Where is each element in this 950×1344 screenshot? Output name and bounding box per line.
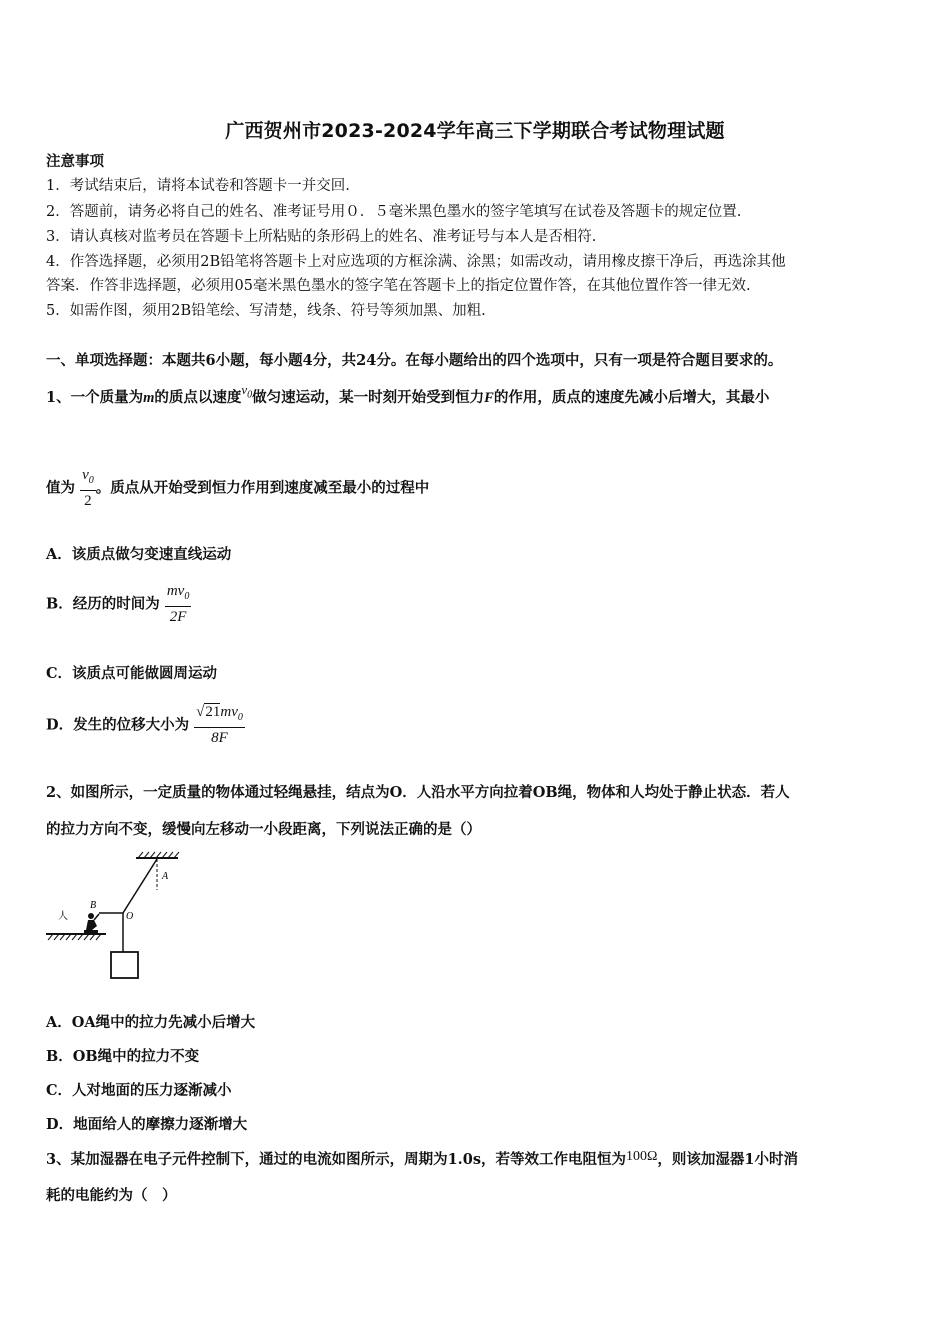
q1-option-d: D．发生的位移大小为 $\frac{√21mv_0}{8F}$ xyxy=(46,704,243,746)
notice-heading: 注意事项 xyxy=(46,153,104,170)
notice-item: 答案．作答非选择题，必须用05毫米黑色墨水的签字笔在答题卡上的指定位置作答，在其他位置作答一律无效. xyxy=(46,278,751,294)
v0-symbol: $v_0$ xyxy=(241,382,253,401)
label-person: 人 xyxy=(58,911,68,922)
label-b: B xyxy=(90,900,97,911)
notice-item: 5．如需作图，须用2B铅笔绘、写清楚，线条、符号等须加黑、加粗. xyxy=(46,303,486,319)
q1-stem-line2: 值为 $\frac{v_0}{2}$ 。质点从开始受到恒力作用到速度减至最小的过程中 xyxy=(46,467,430,509)
q1-stem-line1: 1、一个质量为m的质点以速度$v_0$做匀速运动，某一时刻开始受到恒力F的作用，质点的速度先减小后增大，其最小 xyxy=(46,382,770,406)
label-o: O xyxy=(126,911,134,922)
rope-diagram xyxy=(44,850,184,985)
label-a: A xyxy=(162,871,169,882)
resistance-value: 100Ω xyxy=(625,1149,658,1164)
notice-item: 1．考试结束后，请将本试卷和答题卡一并交回. xyxy=(46,178,350,194)
q2-option-c: C．人对地面的压力逐渐减小 xyxy=(46,1082,232,1099)
q2-option-b: B．OB绳中的拉力不变 xyxy=(46,1048,200,1065)
fraction-v0-over-2: $\frac{v_0}{2}$ xyxy=(82,467,94,509)
q2-option-a: A．OA绳中的拉力先减小后增大 xyxy=(46,1014,256,1031)
page-title: 广西贺州市2023-2024学年高三下学期联合考试物理试题 xyxy=(225,120,725,142)
notice-item: 2．答题前，请务必将自己的姓名、准考证号用０．５毫米黑色墨水的签字笔填写在试卷及答题卡的规定位置. xyxy=(46,204,742,220)
q1-option-c: C．该质点可能做圆周运动 xyxy=(46,665,218,682)
q2-stem-line1: 2、如图所示，一定质量的物体通过轻绳悬挂，结点为O．人沿水平方向拉着OB绳，物体和人均处于静止状态．若人 xyxy=(46,784,790,801)
q1-option-a: A．该质点做匀变速直线运动 xyxy=(46,546,232,563)
section-heading: 一、单项选择题：本题共6小题，每小题4分，共24分。在每小题给出的四个选项中，只有一项是符合题目要求的。 xyxy=(46,352,783,369)
notice-item: 3．请认真核对监考员在答题卡上所粘贴的条形码上的姓名、准考证号与本人是否相符. xyxy=(46,229,597,245)
q3-stem-line2: 耗的电能约为（ ） xyxy=(46,1187,177,1204)
q2-stem-line2: 的拉力方向不变，缓慢向左移动一小段距离，下列说法正确的是（） xyxy=(46,821,481,838)
notice-item: 4．作答选择题，必须用2B铅笔将答题卡上对应选项的方框涂满、涂黑；如需改动，请用橡皮擦干净后，再选涂其他 xyxy=(46,254,786,270)
q3-stem-line1: 3、某加湿器在电子元件控制下，通过的电流如图所示，周期为1.0s，若等效工作电阻恒为100Ω，则该加湿器1小时消 xyxy=(46,1149,798,1168)
q1-option-b: B．经历的时间为 $\frac{mv_0}{2F}$ xyxy=(46,583,190,625)
person-icon xyxy=(88,913,94,919)
hanging-block xyxy=(111,952,138,978)
q2-option-d: D．地面给人的摩擦力逐渐增大 xyxy=(46,1116,248,1133)
